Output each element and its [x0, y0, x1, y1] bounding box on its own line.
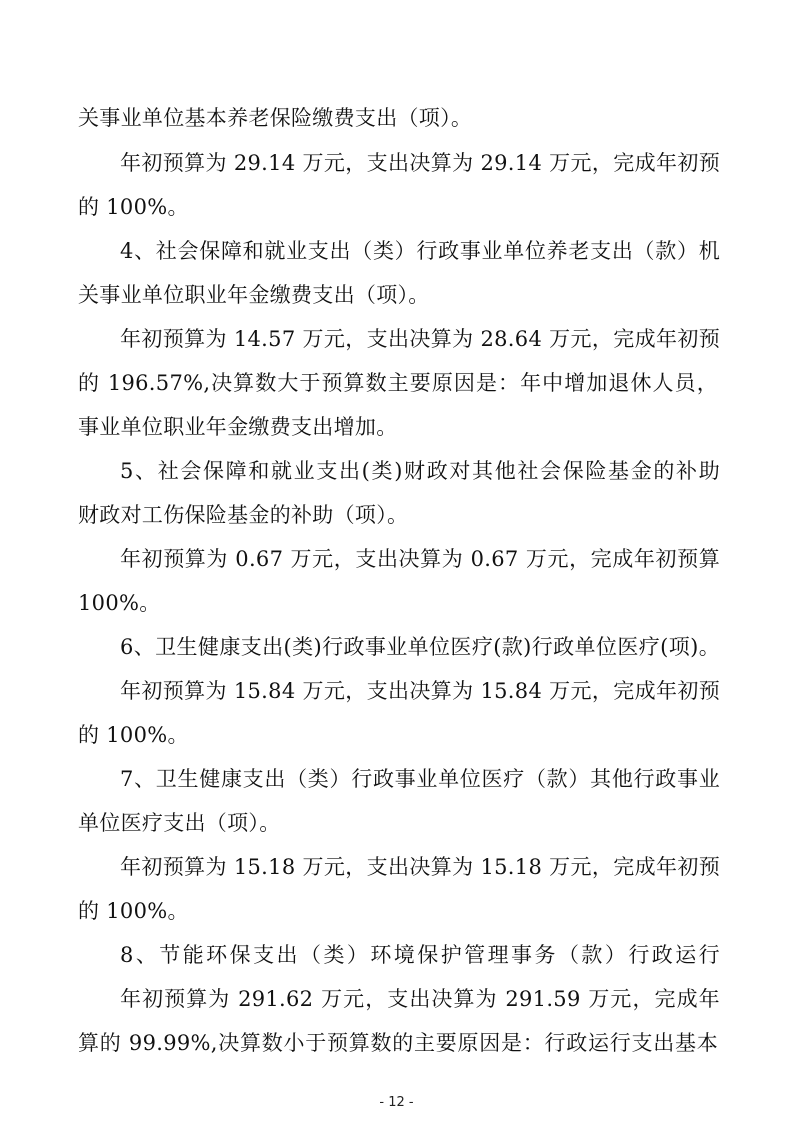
paragraph-line: 财政对工伤保险基金的补助（项）。 — [78, 503, 409, 527]
section-heading-6: 6、卫生健康支出(类)行政事业单位医疗(款)行政单位医疗(项)。 — [120, 635, 720, 659]
paragraph-line: 算的 99.99%,决算数小于预算数的主要原因是：行政运行支出基本 — [78, 1031, 718, 1055]
paragraph-line: 年初预算为 15.84 万元，支出决算为 15.84 万元，完成年初预 — [120, 679, 720, 703]
section-heading-4: 4、社会保障和就业支出（类）行政事业单位养老支出（款）机 — [120, 239, 720, 263]
section-heading-7: 7、卫生健康支出（类）行政事业单位医疗（款）其他行政事业 — [120, 767, 720, 791]
paragraph-line: 关事业单位基本养老保险缴费支出（项）。 — [78, 106, 473, 130]
paragraph-line: 的 100%。 — [78, 195, 189, 219]
section-heading-5: 5、社会保障和就业支出(类)财政对其他社会保险基金的补助 — [120, 459, 720, 483]
page-number: - 12 - — [379, 1095, 414, 1110]
paragraph-line: 事业单位职业年金缴费支出增加。 — [78, 415, 398, 439]
paragraph-line: 年初预算为 0.67 万元，支出决算为 0.67 万元，完成年初预算 — [120, 547, 720, 571]
paragraph-line: 年初预算为 14.57 万元，支出决算为 28.64 万元，完成年初预 — [120, 327, 720, 351]
paragraph-line: 的 196.57%,决算数大于预算数主要原因是：年中增加退休人员， — [78, 371, 718, 395]
paragraph-line: 的 100%。 — [78, 723, 189, 747]
paragraph-line: 单位医疗支出（项）。 — [78, 811, 281, 835]
section-heading-8: 8、节能环保支出（类）环境保护管理事务（款）行政运行 — [120, 943, 720, 967]
paragraph-line: 年初预算为 291.62 万元，支出决算为 291.59 万元，完成年 — [120, 987, 720, 1011]
paragraph-line: 年初预算为 15.18 万元，支出决算为 15.18 万元，完成年初预 — [120, 855, 720, 879]
paragraph-line: 年初预算为 29.14 万元，支出决算为 29.14 万元，完成年初预 — [120, 151, 720, 175]
paragraph-line: 的 100%。 — [78, 899, 189, 923]
paragraph-line: 100%。 — [78, 591, 161, 615]
paragraph-line: 关事业单位职业年金缴费支出（项）。 — [78, 283, 430, 307]
